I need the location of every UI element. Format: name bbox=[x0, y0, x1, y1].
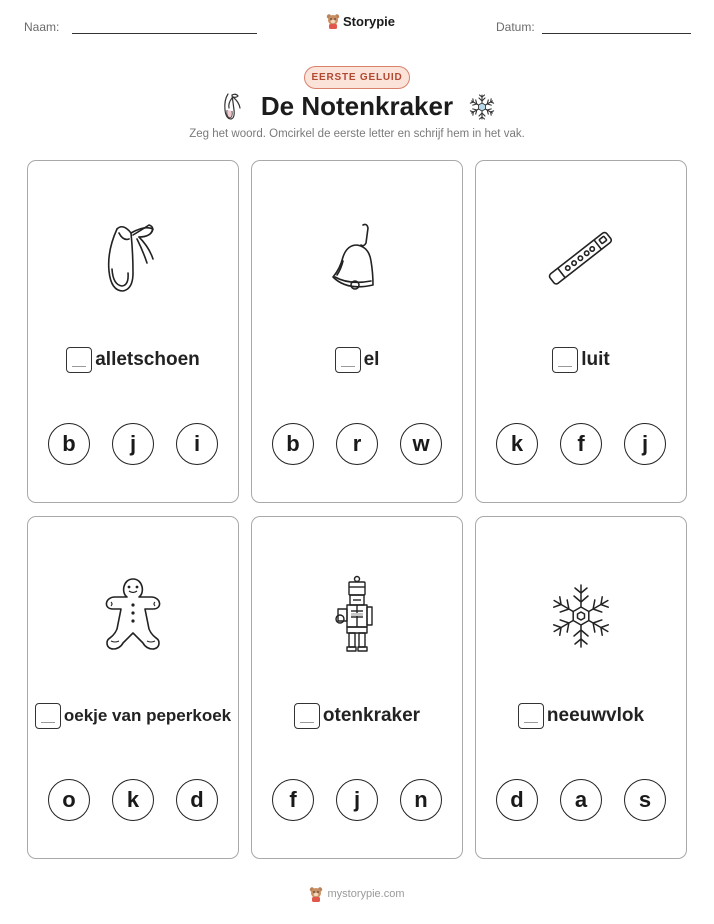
option-circle[interactable]: i bbox=[176, 423, 218, 465]
bell-icon bbox=[327, 219, 387, 297]
date-label: Datum: bbox=[496, 20, 535, 34]
bear-logo-icon bbox=[309, 886, 323, 902]
option-circle[interactable]: o bbox=[48, 779, 90, 821]
word-card-6 bbox=[475, 516, 687, 859]
word-text: otenkraker bbox=[322, 705, 421, 726]
page-title: De Notenkraker bbox=[260, 91, 454, 121]
word-text: neeuwvlok bbox=[546, 705, 645, 726]
option-circle[interactable]: d bbox=[176, 779, 218, 821]
word-text: alletschoen bbox=[95, 349, 200, 370]
option-circle[interactable]: j bbox=[624, 423, 666, 465]
storypie-logo bbox=[326, 13, 395, 29]
date-line[interactable] bbox=[542, 33, 691, 34]
footer bbox=[0, 886, 714, 902]
option-circle[interactable]: j bbox=[336, 779, 378, 821]
gingerbread-icon bbox=[99, 575, 167, 653]
word-text: oekje van peperkoek bbox=[63, 706, 232, 725]
option-circle[interactable]: j bbox=[112, 423, 154, 465]
option-circle[interactable]: n bbox=[400, 779, 442, 821]
answer-box[interactable] bbox=[294, 703, 320, 729]
answer-box[interactable] bbox=[66, 347, 92, 373]
word-text: el bbox=[363, 349, 380, 370]
answer-box[interactable] bbox=[518, 703, 544, 729]
option-circle[interactable]: f bbox=[560, 423, 602, 465]
word-text: luit bbox=[581, 349, 610, 370]
name-label: Naam: bbox=[24, 20, 60, 34]
word-card-2 bbox=[251, 160, 463, 503]
snowflake-icon bbox=[546, 581, 616, 651]
option-circle[interactable]: b bbox=[272, 423, 314, 465]
option-circle[interactable]: f bbox=[272, 779, 314, 821]
nutcracker-icon bbox=[329, 575, 385, 655]
option-circle[interactable]: s bbox=[624, 779, 666, 821]
word-card-4 bbox=[27, 516, 239, 859]
option-circle[interactable]: d bbox=[496, 779, 538, 821]
flute-icon bbox=[543, 219, 619, 297]
word-card-1 bbox=[27, 160, 239, 503]
option-circle[interactable]: k bbox=[112, 779, 154, 821]
option-circle[interactable]: a bbox=[560, 779, 602, 821]
snowflake-title-icon bbox=[468, 93, 496, 121]
sound-badge: EERSTE GELUID bbox=[304, 66, 410, 89]
option-circle[interactable]: r bbox=[336, 423, 378, 465]
answer-box[interactable] bbox=[335, 347, 361, 373]
name-line[interactable] bbox=[72, 33, 257, 34]
word-card-5 bbox=[251, 516, 463, 859]
answer-box[interactable] bbox=[552, 347, 578, 373]
option-circle[interactable]: w bbox=[400, 423, 442, 465]
ballet-shoe-icon bbox=[103, 219, 163, 297]
word-card-3 bbox=[475, 160, 687, 503]
bear-logo-icon bbox=[326, 13, 340, 29]
option-circle[interactable]: b bbox=[48, 423, 90, 465]
instructions: Zeg het woord. Omcirkel de eerste letter en schrijf hem in het vak. bbox=[189, 128, 525, 140]
logo-text: Storypie bbox=[343, 13, 396, 29]
answer-box[interactable] bbox=[35, 703, 61, 729]
footer-url[interactable]: mystorypie.com bbox=[327, 888, 405, 900]
option-circle[interactable]: k bbox=[496, 423, 538, 465]
